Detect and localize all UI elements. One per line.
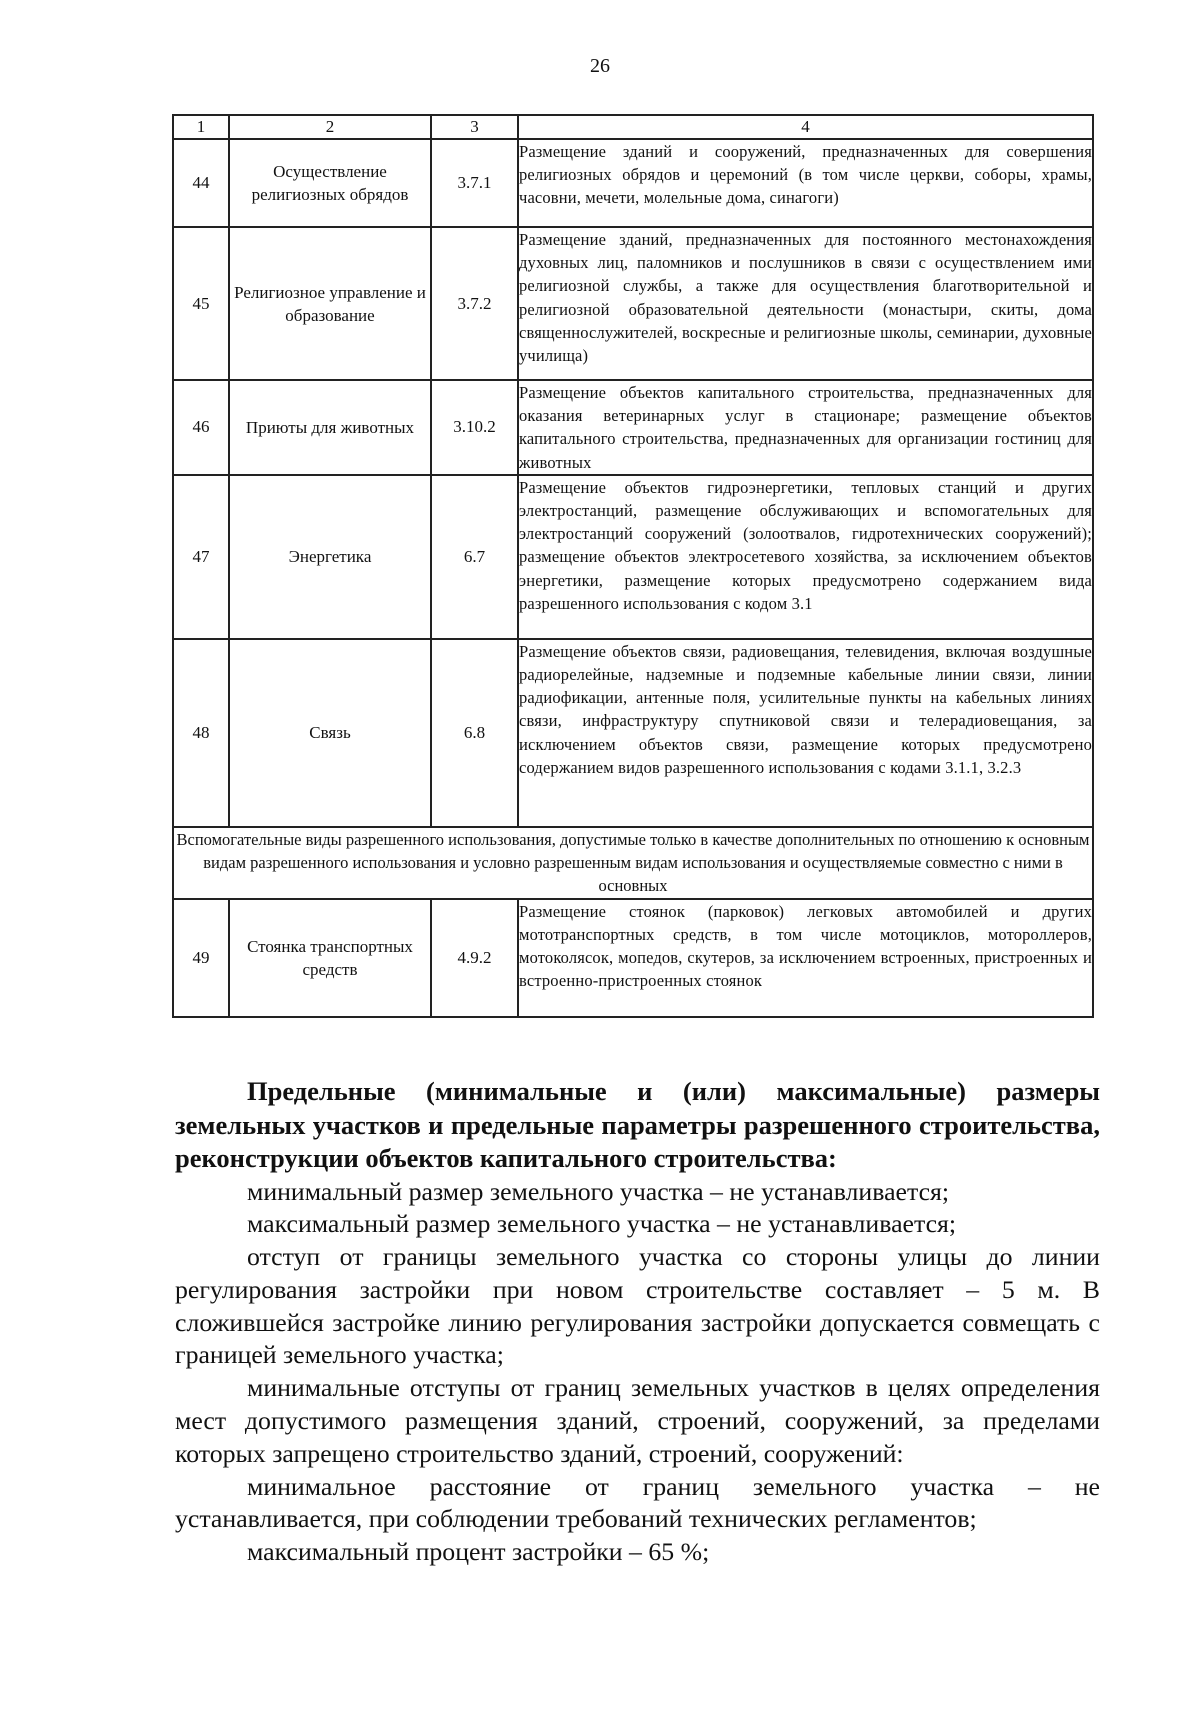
table-row [173, 227, 1093, 380]
row-number: 47 [173, 475, 229, 639]
use-type-name: Стоянка транспортных средств [229, 899, 431, 1017]
regulations-section [175, 1075, 1100, 1569]
table-row [173, 380, 1093, 475]
column-header: 1 [173, 115, 229, 139]
use-type-description: Размещение объектов капитального строительства, предназначенных для оказания ветеринарных услуг в стационаре; размещение объектов капитального строительства, предназначенных для организации гостиниц для животных [518, 380, 1093, 475]
table-row [173, 899, 1093, 1017]
regulation-paragraph: минимальные отступы от границ земельных участков в целях определения мест допустимого размещения зданий, строений, сооружений, за пределами которых запрещено строительство зданий, строений, сооружений: [175, 1373, 1100, 1468]
use-type-description: Размещение объектов связи, радиовещания, телевидения, включая воздушные радиорелейные, надземные и подземные кабельные линии связи, линии радиофикации, антенные поля, усилительные пункты на кабельных линиях связи, инфраструктуру спутниковой связи и телерадиовещания, за исключением объектов связи, размещение которых предусмотрено содержанием видов разрешенного использования с кодами 3.1.1, 3.2.3 [518, 639, 1093, 827]
use-type-code: 6.7 [431, 475, 518, 639]
regulation-paragraph: максимальный процент застройки – 65 %; [247, 1537, 710, 1567]
use-type-code: 3.7.1 [431, 139, 518, 227]
regulations-heading: Предельные (минимальные и (или) максимальные) размеры земельных участков и предельные параметры разрешенного строительства, реконструкции объектов капитального строительства: [175, 1076, 1100, 1173]
column-header: 3 [431, 115, 518, 139]
use-type-description: Размещение зданий и сооружений, предназначенных для совершения религиозных обрядов и церемоний (в том числе церкви, соборы, храмы, часовни, мечети, молельные дома, синагоги) [518, 139, 1093, 227]
auxiliary-uses-section-header: Вспомогательные виды разрешенного использования, допустимые только в качестве дополнительных по отношению к основным видам разрешенного использования и условно разрешенным видам использования и осуществляемые совместно с ними в основных [173, 827, 1093, 899]
row-number: 44 [173, 139, 229, 227]
row-number: 45 [173, 227, 229, 380]
use-type-code: 4.9.2 [431, 899, 518, 1017]
use-type-code: 6.8 [431, 639, 518, 827]
use-type-name: Приюты для животных [229, 380, 431, 475]
regulation-paragraph: максимальный размер земельного участка – не устанавливается; [247, 1209, 957, 1239]
column-header: 2 [229, 115, 431, 139]
use-type-name: Осуществление религиозных обрядов [229, 139, 431, 227]
use-type-description: Размещение зданий, предназначенных для постоянного местонахождения духовных лиц, паломников и послушников в связи с осуществлением ими религиозной службы, а также для осуществления благотворительной и религиозной образовательной деятельности (монастыри, скиты, дома священнослужителей, воскресные и религиозные школы, семинарии, духовные училища) [518, 227, 1093, 380]
row-number: 46 [173, 380, 229, 475]
use-type-code: 3.10.2 [431, 380, 518, 475]
table-row [173, 475, 1093, 639]
use-type-description: Размещение стоянок (парковок) легковых автомобилей и других мототранспортных средств, в том числе мотоциклов, мотороллеров, мотоколясок, мопедов, скутеров, за исключением встроенных, пристроенных и встроенно-пристроенных стоянок [518, 899, 1093, 1017]
regulation-paragraph: минимальный размер земельного участка – не устанавливается; [247, 1176, 950, 1206]
table-row [173, 639, 1093, 827]
use-type-code: 3.7.2 [431, 227, 518, 380]
section-header-row [173, 827, 1093, 899]
table-header-row [173, 115, 1093, 139]
table-row [173, 139, 1093, 227]
use-type-description: Размещение объектов гидроэнергетики, тепловых станций и других электростанций, размещение обслуживающих и вспомогательных для электростанций сооружений (золоотвалов, гидротехнических сооружений); размещение объектов электросетевого хозяйства, за исключением объектов энергетики, размещение которых предусмотрено содержанием вида разрешенного использования с кодом 3.1 [518, 475, 1093, 639]
land-use-table [172, 114, 1094, 1018]
page-number: 26 [590, 55, 610, 77]
use-type-name: Религиозное управление и образование [229, 227, 431, 380]
regulation-paragraph: отступ от границы земельного участка со стороны улицы до линии регулирования застройки при новом строительстве составляет – 5 м. В сложившейся застройке линию регулирования застройки допускается совмещать с границей земельного участка; [175, 1242, 1100, 1370]
regulation-paragraph: минимальное расстояние от границ земельного участка – не устанавливается, при соблюдении требований технических регламентов; [175, 1471, 1100, 1534]
row-number: 49 [173, 899, 229, 1017]
use-type-name: Связь [229, 639, 431, 827]
row-number: 48 [173, 639, 229, 827]
use-type-name: Энергетика [229, 475, 431, 639]
column-header: 4 [518, 115, 1093, 139]
